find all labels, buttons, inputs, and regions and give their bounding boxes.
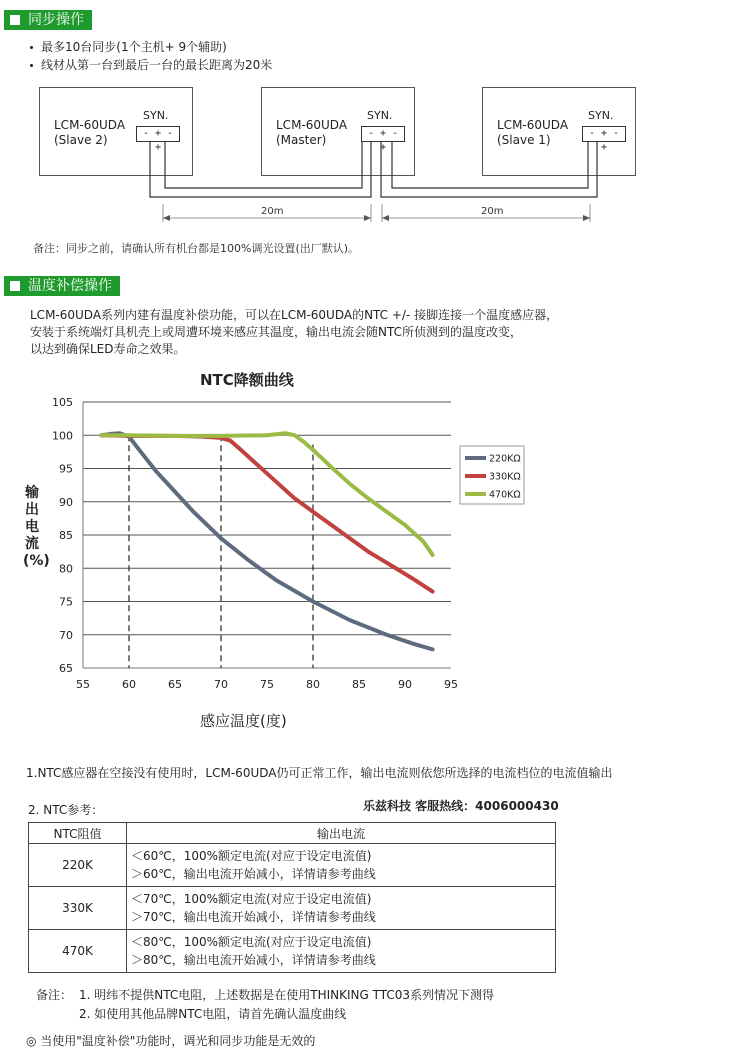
hotline-text: 乐兹科技 客服热线：4006000430 [363, 799, 559, 813]
remark-label: 备注： [36, 988, 73, 1002]
ntc-reference-table [28, 822, 556, 973]
y-tick-label: 65 [59, 662, 73, 675]
sync-header-text: 同步操作 [28, 12, 84, 28]
final-note: ◎ 当使用"温度补偿"功能时，调光和同步功能是无效的 [26, 1034, 316, 1048]
x-tick-label: 55 [76, 678, 90, 691]
x-tick-label: 70 [214, 678, 228, 691]
x-tick-label: 90 [398, 678, 412, 691]
distance-label-1: 20m [261, 206, 284, 217]
x-tick-label: 85 [352, 678, 366, 691]
y-tick-label: 80 [59, 562, 73, 576]
y-tick-label: 100 [52, 429, 73, 443]
table-cell-desc: ＜60℃，100%额定电流(对应于设定电流值) ＞60℃，输出电流开始减小，详情请参考曲线 [127, 844, 556, 887]
sync-bullet-1: 最多10台同步(1个主机+ 9个辅助) [30, 38, 227, 55]
temp-section-header [4, 276, 120, 296]
syn-label: SYN. [588, 109, 614, 122]
sync-terminal: - + - + [582, 126, 626, 142]
table-cell-desc: ＜70℃，100%额定电流(对应于设定电流值) ＞70℃，输出电流开始减小，详情请参考曲线 [127, 887, 556, 930]
ntc-derating-chart [0, 390, 729, 700]
y-tick-label: 90 [59, 495, 73, 509]
x-tick-label: 95 [444, 678, 458, 691]
chart-x-axis-label: 感应温度(度) [200, 712, 287, 730]
x-tick-label: 65 [168, 678, 182, 691]
x-tick-label: 80 [306, 678, 320, 691]
legend-entry: 220KΩ [489, 453, 521, 465]
table-cell-ntc: 330K [29, 887, 127, 930]
series-line-3 [101, 433, 432, 555]
y-tick-label: 75 [59, 595, 73, 609]
temp-paragraph: LCM-60UDA系列内建有温度补偿功能，可以在LCM-60UDA的NTC +/- 接脚连接一个温度感应器， 安装于系统端灯具机壳上或周遭环境来感应其温度，输出电流会随NTC所侦测到的温度改变， 以达到确保LED寿命之效果。 [30, 308, 559, 356]
y-tick-label: 105 [52, 396, 73, 409]
remark-1: 1. 明纬不提供NTC电阻，上述数据是在使用THINKING TTC03系列情况下测得 [79, 988, 495, 1002]
chart-y-axis-label: 输出电流(%) [23, 485, 50, 569]
sync-note: 备注：同步之前，请确认所有机台都是100%调光设置(出厂默认)。 [33, 242, 360, 255]
unit-name: LCM-60UDA (Master) [276, 118, 348, 147]
x-tick-label: 75 [260, 678, 274, 691]
series-line-1 [101, 433, 432, 649]
y-tick-label: 85 [59, 529, 73, 542]
table-cell-desc: ＜80℃，100%额定电流(对应于设定电流值) ＞80℃，输出电流开始减小，详情请参考曲线 [127, 930, 556, 973]
table-cell-ntc: 470K [29, 930, 127, 973]
unit-name: LCM-60UDA (Slave 1) [497, 118, 569, 147]
sync-bullet-2: 线材从第一台到最后一台的最长距离为20米 [30, 56, 272, 73]
table-row [29, 844, 556, 887]
ntc-reference-title: 2. NTC参考： [28, 803, 104, 817]
table-row [29, 887, 556, 930]
sync-terminal: - + - + [361, 126, 405, 142]
table-header-cell: NTC阻值 [29, 823, 127, 844]
sync-terminal: - + - + [136, 126, 180, 142]
y-tick-label: 70 [59, 628, 73, 642]
table-row [29, 930, 556, 973]
distance-label-2: 20m [481, 206, 504, 217]
syn-label: SYN. [367, 109, 393, 122]
chart-title: NTC降额曲线 [200, 371, 294, 389]
x-tick-label: 60 [122, 678, 136, 691]
y-tick-label: 95 [59, 462, 73, 476]
temp-header-text: 温度补偿操作 [28, 278, 112, 294]
square-icon [10, 281, 20, 291]
wire-plus-right [392, 141, 588, 188]
syn-label: SYN. [143, 109, 169, 122]
table-cell-ntc: 220K [29, 844, 127, 887]
remark-2: 2. 如使用其他品牌NTC电阻，请首先确认温度曲线 [79, 1007, 347, 1021]
ntc-note-1: 1.NTC感应器在空接没有使用时，LCM-60UDA仍可正常工作，输出电流则依您所选择的电流档位的电流值输出 [26, 766, 613, 780]
legend-entry: 330KΩ [489, 471, 521, 483]
unit-name: LCM-60UDA (Slave 2) [54, 118, 126, 147]
sync-wiring [0, 0, 729, 260]
table-header-cell: 输出电流 [127, 823, 556, 844]
table-header-row [29, 823, 556, 844]
wire-plus-left [165, 141, 362, 188]
legend-entry: 470KΩ [489, 489, 521, 501]
